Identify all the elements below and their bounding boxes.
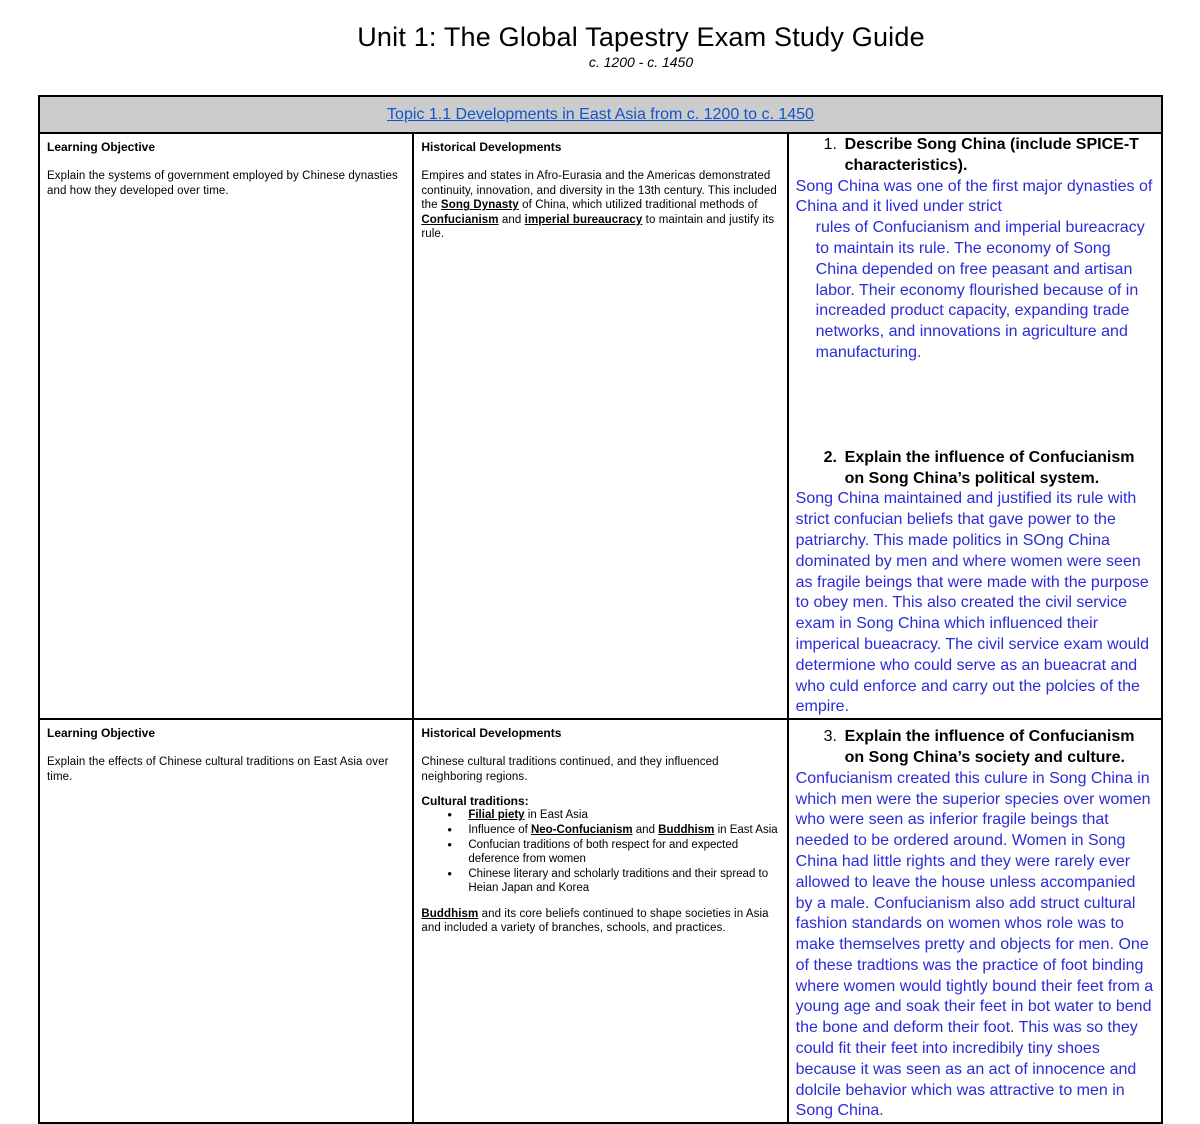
page-title: Unit 1: The Global Tapestry Exam Study Guide: [357, 22, 925, 52]
list-item: • Influence of Neo-Confucianism and Buddhism in East Asia: [447, 823, 786, 838]
page-subtitle: c. 1200 - c. 1450: [588, 54, 694, 70]
list-item: • Filial piety in East Asia: [447, 808, 786, 823]
question-1: 1. Describe Song China (include SPICE-T characteristics).: [823, 136, 1139, 174]
term-imperial-bureaucracy: imperial bureaucracy: [524, 213, 643, 226]
answers-cell: [788, 719, 1162, 1123]
historical-developments-cell: [413, 719, 787, 1123]
study-guide-table: [38, 95, 1163, 1124]
answers-cell: [788, 133, 1162, 719]
lo-heading: Learning Objective: [47, 726, 156, 741]
term-song-dynasty: Song Dynasty: [440, 199, 519, 212]
lo-text: Explain the effects of Chinese cultural traditions on East Asia over time.: [47, 756, 389, 783]
question-2: 2. Explain the influence of Confucianism on Song China’s political system.: [823, 448, 1135, 487]
lo-text: Explain the systems of government employed by Chinese dynasties and how they developed over time.: [47, 170, 398, 197]
list-item: • Confucian traditions of both respect for and expected deference from women: [447, 838, 786, 867]
hd-heading: Historical Developments: [421, 140, 562, 154]
learning-objective-cell: [39, 133, 413, 719]
cultural-traditions-heading: Cultural traditions:: [421, 794, 529, 809]
hd-heading: Historical Developments: [421, 726, 562, 741]
question-3: 3. Explain the influence of Confucianism on Song China’s society and culture.: [823, 728, 1135, 766]
answer-3: Confucianism created this culure in Song China in which men were the superior species over women who were seen as inferior fragile beings that needed to be ordered around. Women in Song China had little rights and they were rarely ever allowed to leave the house unless accompanied by a male. Confucianism also add struct cultural fashion standards on women whos role was to make themselves pretty and objects for men. One of these tradtions was the practice of foot binding where women would tightly bound their feet from a young age and soak their feet in bot water to bend the bone and deform their foot. This was so they could fit their feet into incredibily tiny shoes because it was seen as an act of innocence and dolcile behavior which was attractive to men in Song China.: [795, 769, 1154, 1120]
answer-1: Song China was one of the first major dynasties of China and it lived under strict rules of Confucianism and imperial bureacracy to maintain its rule. The economy of Song China depended on free peasant and artisan labor. Their economy flourished because of in increaded product capacity, expanding trade networks, and innovations in agriculture and manufacturing.: [795, 177, 1153, 361]
historical-developments-cell: [413, 133, 787, 719]
topic-link[interactable]: Topic 1.1 Developments in East Asia from c. 1200 to c. 1450: [387, 105, 814, 123]
buddhism-note: Buddhism and its core beliefs continued to shape societies in Asia and included a variety of branches, schools, and practices.: [421, 907, 769, 935]
topic-header: [39, 96, 1162, 133]
answer-2: Song China maintained and justified its rule with strict confucian beliefs that gave power to the patriarchy. This made politics in SOng China dominated by men and where women were seen as fragile beings that were made with the purpose to obey men. This also created the civil service exam in Song China which influenced their imperical bueacracy. The civil service exam would determione who could serve as an bueacrat and who culd enforce and carry out the polcies of the empire.: [795, 490, 1149, 716]
term-confucianism: Confucianism: [421, 213, 499, 226]
cultural-traditions-list: [414, 808, 786, 896]
lo-heading: Learning Objective: [47, 140, 156, 154]
hd-text: Empires and states in Afro-Eurasia and the Americas demonstrated continuity, innovation, and diversity in the 13th century. This included the Song Dynasty of China, which utilized traditional methods of Confucianism and imperial bureaucracy to maintain and justify its rule.: [421, 170, 777, 241]
learning-objective-cell: [39, 719, 413, 1123]
hd-intro: Chinese cultural traditions continued, and they influenced neighboring regions.: [421, 756, 719, 783]
list-item: • Chinese literary and scholarly traditions and their spread to Heian Japan and Korea: [447, 867, 786, 896]
